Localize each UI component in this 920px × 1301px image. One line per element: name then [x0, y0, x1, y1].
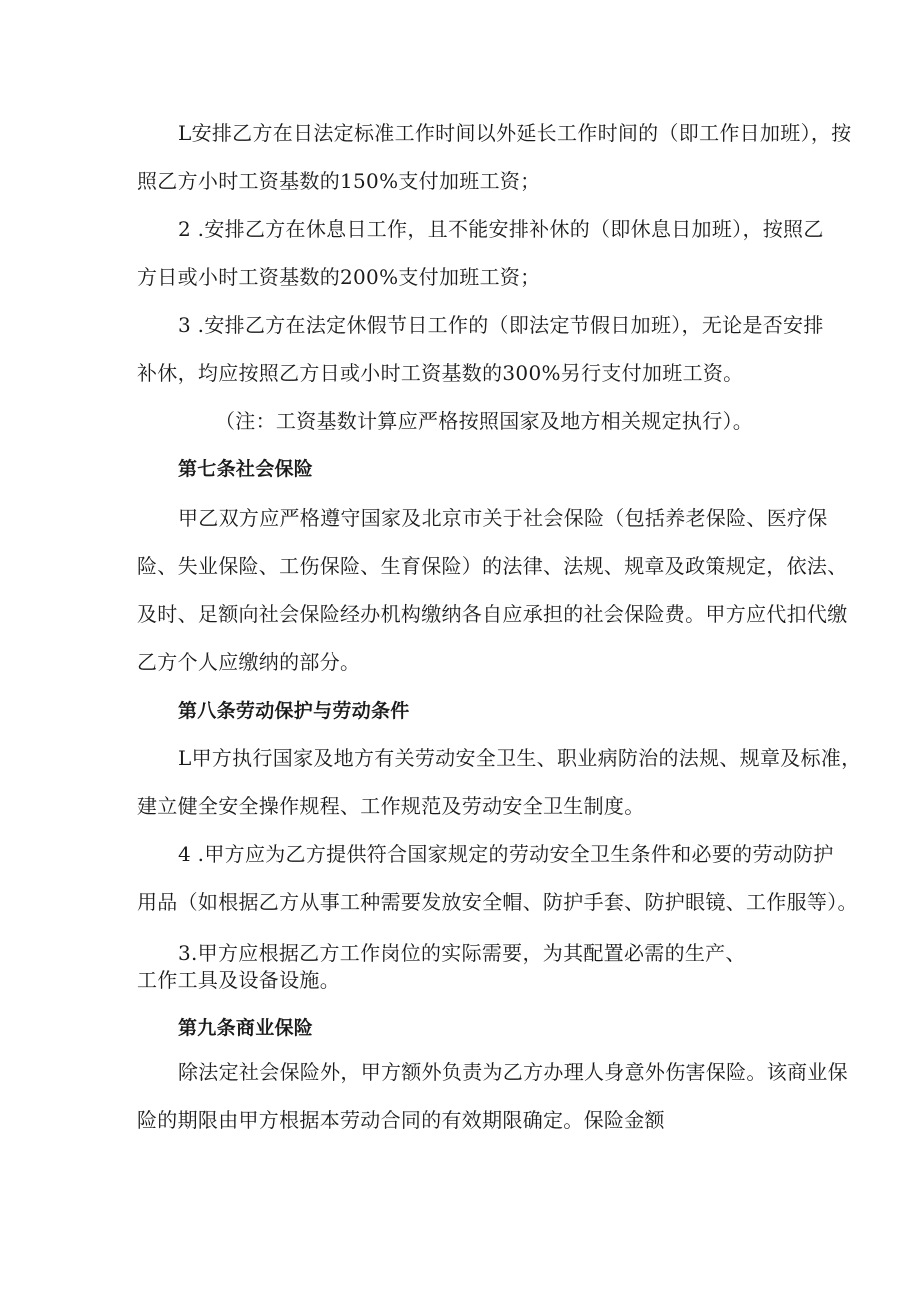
overtime-clause-1-line-1: L安排乙方在日法定标准工作时间以外延长工作时间的（即工作日加班），按: [178, 121, 852, 145]
overtime-clause-3-line-2: 补休，均应按照乙方日或小时工资基数的300%另行支付加班工资。: [137, 361, 744, 385]
article-8-item-3-line-1: 3.甲方应根据乙方工作岗位的实际需要，为其配置必需的生产、: [178, 941, 746, 965]
article-8-item-2-line-1: 4 .甲方应为乙方提供符合国家规定的劳动安全卫生条件和必要的劳动防护: [178, 842, 834, 866]
article-7-line-2: 险、失业保险、工伤保险、生育保险）的法律、法规、规章及政策规定，依法、: [137, 554, 848, 578]
article-8-item-1-line-2: 建立健全安全操作规程、工作规范及劳动安全卫生制度。: [137, 794, 645, 818]
article-8-item-3-line-2: 工作工具及设备设施。: [137, 968, 340, 992]
overtime-clause-3-line-1: 3 .安排乙方在法定休假节日工作的（即法定节假日加班），无论是否安排: [178, 313, 824, 337]
overtime-clause-1-line-2: 照乙方小时工资基数的150%支付加班工资；: [137, 169, 541, 193]
wage-base-note: （注：工资基数计算应严格按照国家及地方相关规定执行）。: [215, 409, 754, 433]
overtime-clause-2-line-1: 2 .安排乙方在休息日工作，且不能安排补休的（即休息日加班），按照乙: [178, 217, 824, 241]
article-9-line-2: 险的期限由甲方根据本劳动合同的有效期限确定。保险金额: [137, 1108, 665, 1132]
article-8-item-1-line-1: L甲方执行国家及地方有关劳动安全卫生、职业病防治的法规、规章及标准，: [178, 746, 862, 770]
article-9-line-1: 除法定社会保险外，甲方额外负责为乙方办理人身意外伤害保险。该商业保: [178, 1060, 848, 1084]
article-7-line-4: 乙方个人应缴纳的部分。: [137, 650, 361, 674]
article-9-title: 第九条商业保险: [178, 1017, 314, 1039]
article-7-line-1: 甲乙双方应严格遵守国家及北京市关于社会保险（包括养老保险、医疗保: [178, 506, 828, 530]
article-7-title: 第七条社会保险: [178, 458, 314, 480]
article-8-title: 第八条劳动保护与劳动条件: [178, 700, 410, 722]
article-8-item-2-line-2: 用品（如根据乙方从事工种需要发放安全帽、防护手套、防护眼镜、工作服等）。: [137, 890, 858, 914]
overtime-clause-2-line-2: 方日或小时工资基数的200%支付加班工资；: [137, 265, 541, 289]
article-7-line-3: 及时、足额向社会保险经办机构缴纳各自应承担的社会保险费。甲方应代扣代缴: [137, 602, 848, 626]
